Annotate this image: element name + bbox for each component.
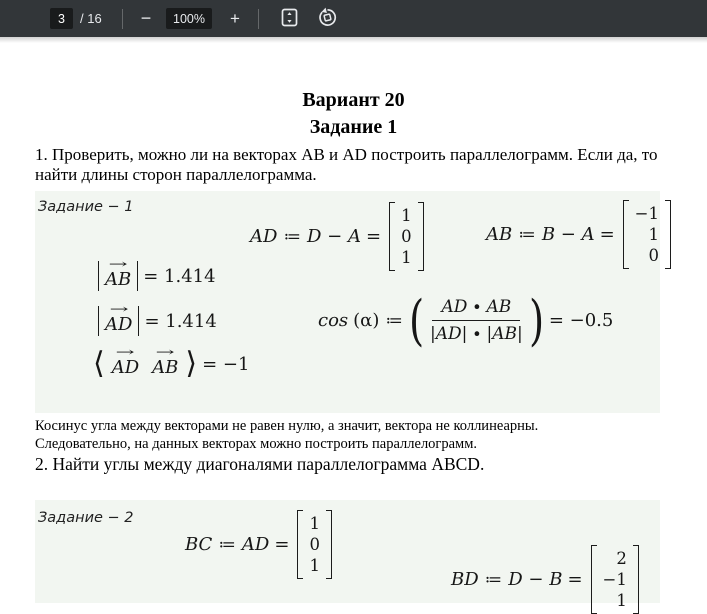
formula-bc-definition: BC ≔ AD = 1 0 1: [185, 510, 332, 579]
fit-page-icon: [279, 7, 300, 31]
rotate-counterclockwise-icon: [317, 7, 338, 31]
document-subtitle: Задание 1: [309, 116, 398, 138]
absolute-value-bars: → AB: [98, 261, 138, 291]
absolute-value-bars: → AD: [98, 306, 139, 336]
vector-arrow: →: [108, 257, 128, 271]
left-paren: (: [408, 288, 425, 352]
right-paren: ): [528, 288, 544, 352]
fit-to-page-button[interactable]: [276, 7, 302, 31]
page-count-label: / 16: [80, 11, 102, 26]
column-vector: 2 −1 1: [591, 545, 639, 614]
mathcad-region-1: [35, 191, 660, 413]
minus-icon: −: [140, 8, 152, 28]
task1-text: 1. Проверить, можно ли на векторах AB и AD построить параллелограмм. Если да, то найти длины сторон параллелограмма.: [35, 145, 658, 184]
toolbar-divider: [258, 9, 259, 29]
document-title: Вариант 20: [302, 89, 405, 111]
rotate-counterclockwise-button[interactable]: [314, 7, 340, 31]
pdf-viewer-toolbar: [0, 0, 707, 37]
vector-arrow: →: [109, 302, 129, 316]
vector-arrow: →: [115, 345, 135, 359]
formula-cos-alpha: cos (α) ≔ ( $\frac{AD \cdot AB}{|AD| \cdot |AB|}$ ) = −0.5: [318, 288, 614, 352]
region1-label: Задание − 1: [38, 199, 134, 215]
page-number-input[interactable]: [50, 8, 73, 29]
zoom-in-button[interactable]: [221, 7, 249, 30]
pdf-page: [0, 37, 707, 610]
task2-text: 2. Найти углы между диагоналями параллелограмма ABCD.: [35, 454, 485, 474]
vector-arrow: →: [155, 345, 175, 359]
angle-bracket-open: ⟨: [93, 346, 105, 381]
formula-bd-definition: BD ≔ D − B = 2 −1 1: [451, 545, 639, 614]
zoom-level-field[interactable]: 100%: [166, 8, 212, 29]
formula-dot-product: ⟨ → AD → AB ⟩ = −1: [93, 345, 250, 381]
angle-bracket-close: ⟩: [185, 346, 198, 381]
mathcad-region-2: [35, 500, 660, 610]
formula-ad-definition: AD ≔ D − A = 1 0 1: [250, 202, 424, 271]
toolbar-divider: [122, 9, 123, 29]
formula-ab-magnitude: → AB = 1.414: [98, 261, 216, 291]
plus-icon: +: [230, 8, 240, 28]
conclusion-line-2: Следовательно, на данных векторах можно построить параллелограмм.: [35, 436, 478, 452]
region2-label: Задание − 2: [38, 510, 134, 526]
zoom-out-button[interactable]: [133, 7, 159, 30]
column-vector: 1 0 1: [389, 202, 424, 271]
conclusion-line-1: Косинус угла между векторами не равен нулю, а значит, вектора не коллинеарны.: [35, 418, 539, 434]
formula-ab-definition: AB ≔ B − A = −1 1 0: [486, 200, 671, 269]
column-vector: 1 0 1: [297, 510, 332, 579]
fraction: $\frac{AD \cdot AB}{|AD| \cdot |AB|}$: [430, 297, 523, 344]
column-vector: −1 1 0: [623, 200, 671, 269]
formula-ad-magnitude: → AD = 1.414: [98, 306, 217, 336]
